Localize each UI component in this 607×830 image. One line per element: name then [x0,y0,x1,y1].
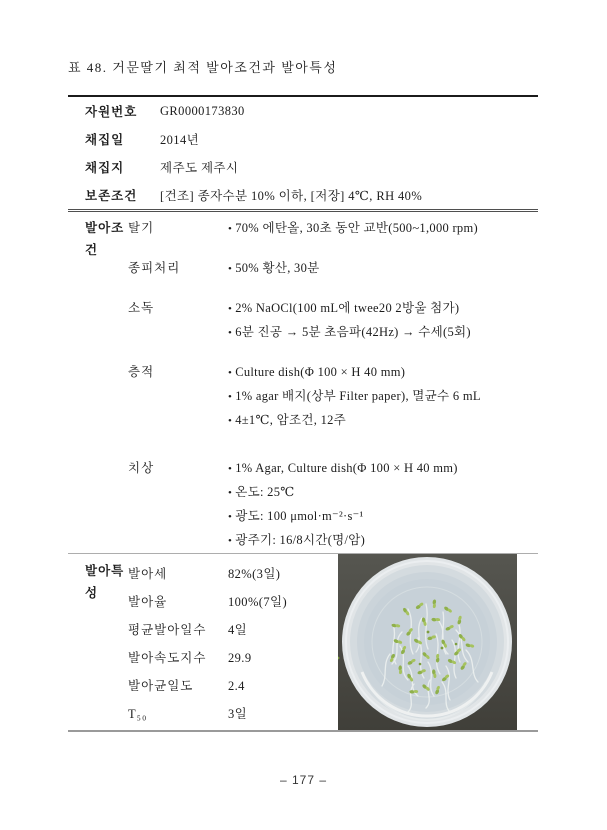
condition-step-label: 탈기 [128,221,155,235]
condition-item: • 6분 진공 → 5분 초음파(42Hz) → 수세(5회) [228,321,538,345]
row-value: [건조] 종자수분 10% 이하, [저장] 4℃, RH 40% [160,189,423,203]
row-label: 채집일 [85,133,125,147]
condition-row [128,217,538,241]
condition-step-label: 소독 [128,301,155,315]
condition-item: • 4±1℃, 암조건, 12주 [228,409,538,433]
row-value: 4일 [228,623,248,637]
info-section [68,97,538,209]
row-value: 3일 [228,707,248,721]
table-row [68,153,538,181]
table-row [128,672,338,700]
row-value: 제주도 제주시 [160,161,239,175]
condition-item: • 1% Agar, Culture dish(Φ 100 × H 40 mm) [228,457,538,481]
table-row [128,588,338,616]
petri-dish-photo [338,554,517,730]
conditions-rows [128,217,538,553]
table-row [128,616,338,644]
table-row [128,700,338,728]
divider-bottom [68,730,538,732]
row-label: 발아균일도 [128,679,194,693]
row-value: 82%(3일) [228,567,281,581]
row-label: 평균발아일수 [128,623,207,637]
condition-item: • 70% 에탄올, 30초 동안 교반(500~1,000 rpm) [228,217,538,241]
table-caption: 표 48. 거문딸기 최적 발아조건과 발아특성 [68,60,338,75]
table-row [68,125,538,153]
row-value: 2014년 [160,133,200,147]
section-header: 발아조건 [85,221,125,257]
row-label: 발아세 [128,567,168,581]
table-row [128,560,338,588]
condition-row [128,297,538,345]
row-value: 2.4 [228,679,245,693]
condition-row [128,257,538,281]
condition-item: • 1% agar 배지(상부 Filter paper), 멸균수 6 mL [228,385,538,409]
row-label: 발아속도지수 [128,651,207,665]
row-label: T₅₀ [128,707,148,721]
section-header: 발아특성 [85,564,125,600]
characteristics-rows [128,560,338,730]
condition-item: • 광주기: 16/8시간(명/암) [228,529,538,553]
table-row [128,644,338,672]
row-label: 발아율 [128,595,168,609]
row-value: 100%(7일) [228,595,288,609]
condition-step-label: 치상 [128,461,155,475]
row-label: 자원번호 [85,105,138,119]
row-value: 29.9 [228,651,252,665]
page-content [68,57,538,732]
condition-item: • 온도: 25℃ [228,481,538,505]
germination-table [68,95,538,732]
row-value: GR0000173830 [160,103,245,118]
table-row [68,97,538,125]
page-number: – 177 – [279,773,328,787]
condition-item: • Culture dish(Φ 100 × H 40 mm) [228,361,538,385]
condition-item: • 2% NaOCl(100 mL에 twee20 2방울 첨가) [228,297,538,321]
condition-row [128,457,538,553]
condition-row [128,361,538,433]
row-label: 채집지 [85,161,125,175]
germination-conditions-section [68,212,538,553]
condition-item: • 광도: 100 μmol·m⁻²·s⁻¹ [228,505,538,529]
germination-characteristics-section [68,554,538,730]
row-label: 보존조건 [85,189,138,203]
condition-step-label: 종피처리 [128,261,181,275]
condition-step-label: 층적 [128,365,155,379]
table-row [68,181,538,209]
condition-item: • 50% 황산, 30분 [228,257,538,281]
